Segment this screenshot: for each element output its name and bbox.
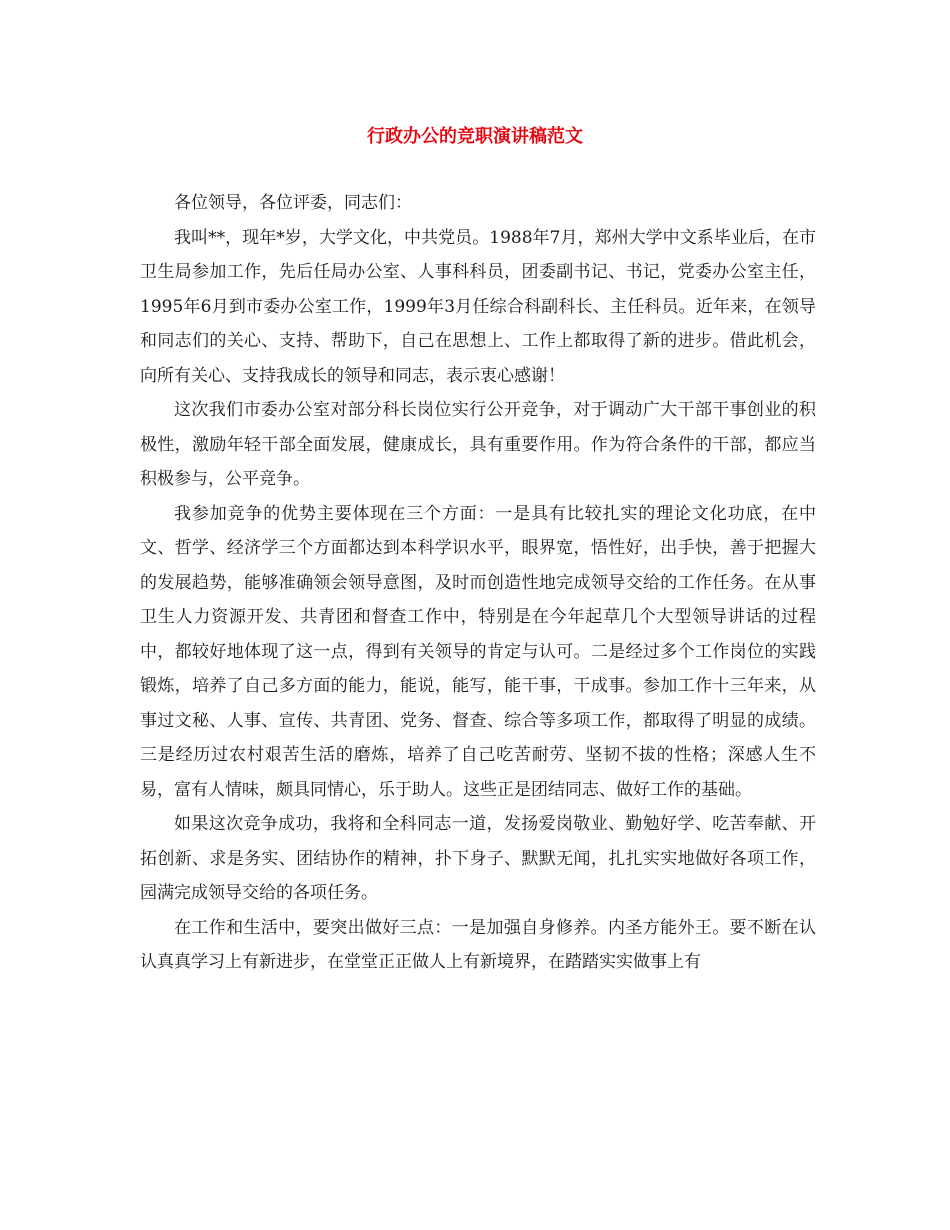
document-title: 行政办公的竞职演讲稿范文 (367, 126, 583, 147)
paragraph-three-points: 在工作和生活中，要突出做好三点：一是加强自身修养。内圣方能外王。要不断在认认真真学习上有新进步，在堂堂正正做人上有新境界，在踏踏实实做事上有 (140, 917, 816, 972)
paragraph-commitment: 如果这次竞争成功，我将和全科同志一道，发扬爱岗敬业、勤勉好学、吃苦奉献、开拓创新、求是务实、团结协作的精神，扑下身子、默默无闻，扎扎实实地做好各项工作，园满完成领导交给的各项任务。 (140, 814, 816, 903)
paragraph-advantages: 我参加竞争的优势主要体现在三个方面：一是具有比较扎实的理论文化功底，在中文、哲学、经济学三个方面都达到本科学识水平，眼界宽，悟性好，出手快，善于把握大的发展趋势，能够准确领会领导意图，及时而创造性地完成领导交给的工作任务。在从事卫生人力资源开发、共青团和督查工作中，特别是在今年起草几个大型领导讲话的过程中，都较好地体现了这一点，得到有关领导的肯定与认可。二是经过多个工作岗位的实践锻炼，培养了自己多方面的能力，能说，能写，能干事，干成事。参加工作十三年来，从事过文秘、人事、宣传、共青团、党务、督查、综合等多项工作，都取得了明显的成绩。三是经历过农村艰苦生活的磨炼，培养了自己吃苦耐劳、坚韧不拔的性格；深感人生不易，富有人情味，颇具同情心，乐于助人。这些正是团结同志、做好工作的基础。 (140, 503, 816, 800)
paragraph-competition-purpose: 这次我们市委办公室对部分科长岗位实行公开竞争，对于调动广大干部干事创业的积极性，激励年轻干部全面发展，健康成长，具有重要作用。作为符合条件的干部，都应当积极参与，公平竞争。 (140, 400, 816, 489)
document-body (140, 186, 816, 980)
paragraph-salutation: 各位领导，各位评委，同志们： (174, 193, 412, 213)
paragraph-self-introduction: 我叫**，现年*岁，大学文化，中共党员。1988年7月，郑州大学中文系毕业后，在市卫生局参加工作，先后任局办公室、人事科科员，团委副书记、书记，党委办公室主任，1995年6月到市委办公室工作，1999年3月任综合科副科长、主任科员。近年来，在领导和同志们的关心、支持、帮助下，自己在思想上、工作上都取得了新的进步。借此机会，向所有关心、支持我成长的领导和同志，表示衷心感谢！ (140, 227, 816, 386)
